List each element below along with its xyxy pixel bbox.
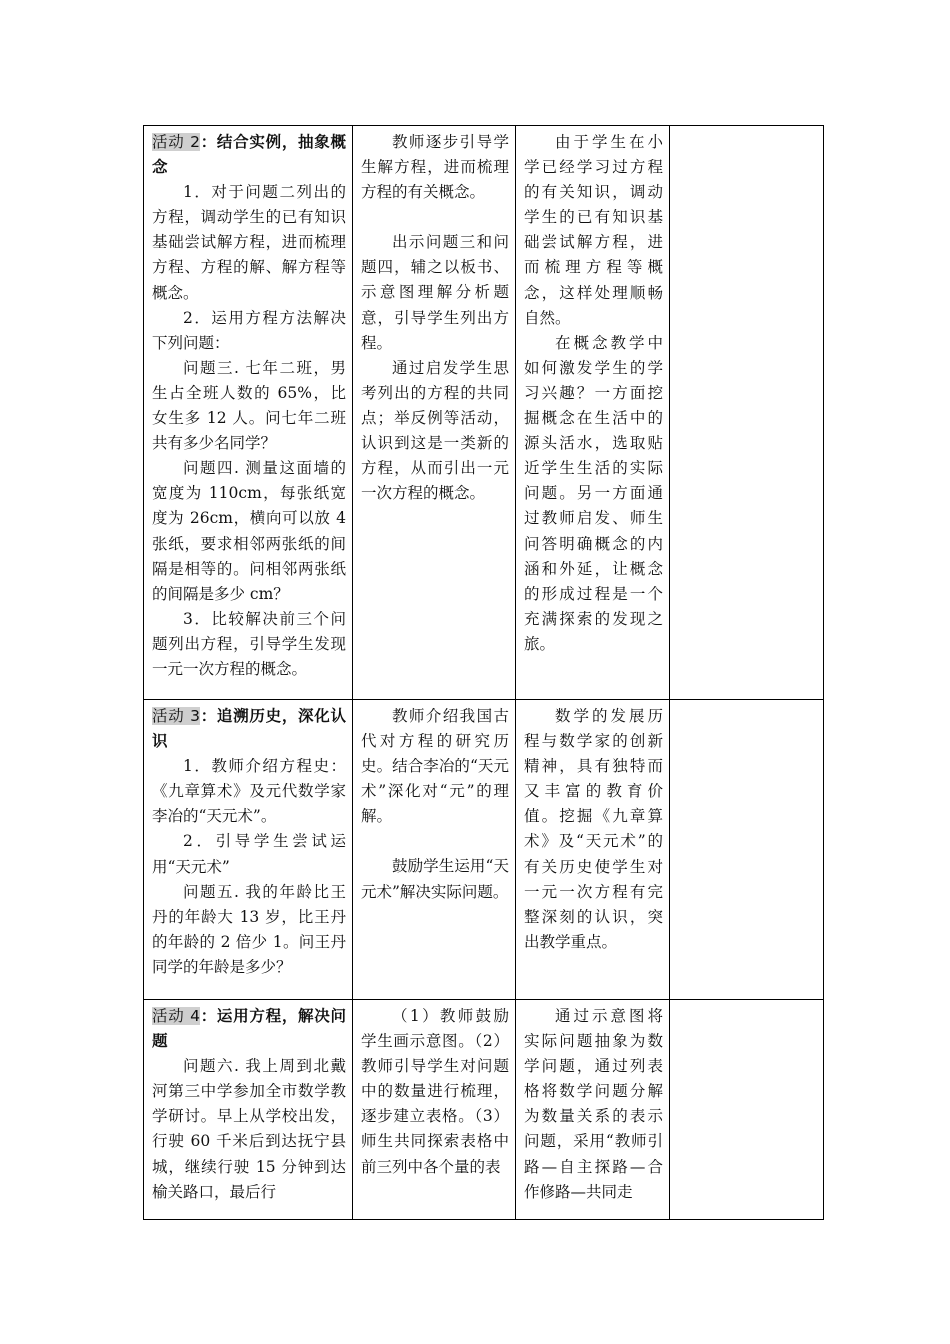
activity-paragraph: 问题三. 七年二班，男生占全班人数的 65%，比女生多 12 人。问七年二班共有多少名同学？	[152, 358, 346, 453]
activity-paragraph: 1．教师介绍方程史：《九章算术》及元代数学家李冶的“天元术”。	[152, 757, 346, 826]
teacher-activity-cell	[353, 700, 516, 1000]
activity-paragraph: 2．引导学生尝试运用“天元术”	[152, 832, 346, 876]
activity-tag: 活动 2	[152, 133, 200, 151]
activity-cell	[144, 1000, 353, 1220]
activity-cell	[144, 700, 353, 1000]
activity-heading	[152, 130, 346, 180]
activity-heading	[152, 1004, 346, 1054]
activity-heading	[152, 704, 346, 754]
activity-tag: 活动 3	[152, 707, 200, 725]
intent-paragraph: 数学的发展历程与数学家的创新精神，具有独特而又丰富的教育价值。挖掘《九章算术》及“天元术”的有关历史使学生对一元一次方程有完整深刻的认识，突出教学重点。	[524, 707, 663, 951]
activity-paragraph: 问题六. 我上周到北戴河第三中学参加全市数学教学研讨。早上从学校出发，行驶 60 千米后到达抚宁县城，继续行驶 15 分钟到达榆关路口，最后行	[152, 1057, 346, 1201]
teacher-paragraph: 鼓励学生运用“天元术”解决实际问题。	[361, 857, 509, 901]
teacher-activity-cell	[353, 1000, 516, 1220]
activity-title: ：运用方程，解决问题	[152, 1007, 346, 1051]
intent-paragraph: 在概念教学中如何激发学生的学习兴趣？一方面挖掘概念在生活中的源头活水，选取贴近学生生活的实际问题。另一方面通过教师启发、师生问答明确概念的内涵和外延，让概念的形成过程是一个充满探索的发现之旅。	[524, 333, 663, 653]
activity-paragraph: 3．比较解决前三个问题列出方程，引导学生发现一元一次方程的概念。	[152, 609, 346, 678]
activity-tag: 活动 4	[152, 1007, 200, 1025]
teacher-activity-cell	[353, 126, 516, 700]
lesson-plan-table	[143, 125, 824, 1220]
activity-title: ：结合实例，抽象概念	[152, 133, 346, 177]
activity-paragraph: 1．对于问题二列出的方程，调动学生的已有知识基础尝试解方程，进而梳理方程、方程的解、解方程等概念。	[152, 183, 346, 302]
activity-paragraph: 2．运用方程方法解决下列问题：	[152, 308, 346, 352]
empty-cell	[670, 126, 824, 700]
teacher-paragraph: （1）教师鼓励学生画示意图。（2）教师引导学生对问题中的数量进行梳理，逐步建立表格。（3）师生共同探索表格中前三列中各个量的表	[361, 1007, 509, 1176]
activity-title: ：追溯历史，深化认识	[152, 707, 346, 751]
intent-paragraph: 由于学生在小学已经学习过方程的有关知识，调动学生的已有知识基础尝试解方程，进而梳理方程等概念，这样处理顺畅自然。	[524, 133, 663, 327]
teacher-paragraph: 通过启发学生思考列出的方程的共同点；举反例等活动，认识到这是一类新的方程，从而引出一元一次方程的概念。	[361, 358, 509, 503]
activity-paragraph: 问题五. 我的年龄比王丹的年龄大 13 岁，比王丹的年龄的 2 倍少 1。问王丹同学的年龄是多少？	[152, 882, 346, 976]
table-row-activity-2	[144, 126, 824, 700]
design-intent-cell	[516, 700, 670, 1000]
empty-cell	[670, 1000, 824, 1220]
empty-cell	[670, 700, 824, 1000]
teacher-paragraph: 教师逐步引导学生解方程，进而梳理方程的有关概念。	[361, 133, 509, 202]
table-row-activity-3	[144, 700, 824, 1000]
table-row-activity-4	[144, 1000, 824, 1220]
activity-paragraph: 问题四. 测量这面墙的宽度为 110cm，每张纸宽度为 26cm，横向可以放 4 张纸，要求相邻两张纸的间隔是相等的。问相邻两张纸的间隔是多少 cm？	[152, 459, 346, 603]
teacher-paragraph: 教师介绍我国古代对方程的研究历史。结合李冶的“天元术”深化对“元”的理解。	[361, 707, 509, 826]
design-intent-cell	[516, 126, 670, 700]
activity-cell	[144, 126, 353, 700]
intent-paragraph: 通过示意图将实际问题抽象为数学问题，通过列表格将数学问题分解为数量关系的表示问题，采用“教师引路—自主探路—合作修路—共同走	[524, 1007, 663, 1201]
design-intent-cell	[516, 1000, 670, 1220]
teacher-paragraph: 出示问题三和问题四，辅之以板书、示意图理解分析题意，引导学生列出方程。	[361, 233, 509, 352]
